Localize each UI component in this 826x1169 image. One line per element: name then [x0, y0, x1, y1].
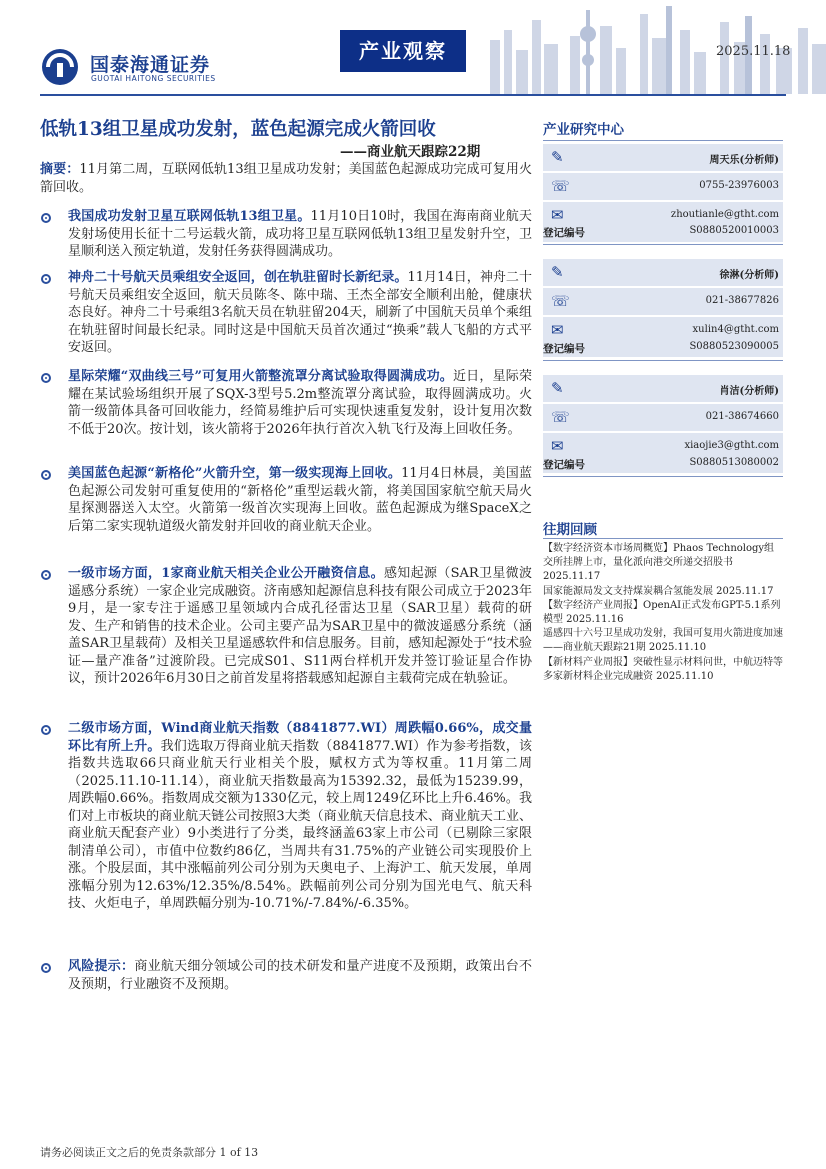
section-body: 近日，星际荣耀在某试验场组织开展了SQX-3型号5.2m整流罩分离试验，取得圆满成功。火箭一级箭体具备可回收能力，经简易维护后可实现快速重复发射，设计复用次数不低于20次。按计划，该火箭将于2026年执行首次入轨飞行及海上回收任务。 — [68, 369, 532, 437]
section-6 — [68, 720, 532, 913]
section-body: 感知起源（SAR卫星微波遥感分系统）一家企业完成融资。济南感知起源信息科技有限公司成立于2023年9月，是一家专注于遥感卫星领域内合成孔径雷达卫星（SAR卫星）载荷的研发、生产和销售的技术企业。公司主要产品为SAR卫星中的微波遥感分系统（涵盖SAR卫星载荷）及相关卫星遥感软件和信息服务。目前，感知起源处于“技术验证—量产准备”过渡阶段。已完成S01、S11两台样机开发并签订验证星合作协议，预计2026年6月30日之前首发星将搭载感知起源自主载荷完成在轨验证。 — [68, 566, 532, 686]
bullet-icon — [41, 963, 51, 973]
section-body: 11月14日，神舟二十号航天员乘组安全返回，航天员陈冬、陈中瑞、王杰全部安全顺利出舱，健康状态良好。神舟二十号乘组3名航天员在轨驻留204天，刷新了中国航天员单个乘组在轨驻留时间最长纪录。同时这是中国航天员首次通过“换乘”载人飞船的方式平安返回。 — [68, 270, 532, 355]
analyst-reg: S0880513080002 — [689, 457, 779, 468]
section-heading: 美国蓝色起源“新格伦”火箭升空，第一级实现海上回收。 — [68, 466, 402, 481]
analyst-email[interactable]: xiaojie3@gtht.com — [684, 440, 779, 451]
company-logo-icon — [40, 47, 80, 87]
review-item[interactable]: 国家能源局发文支持煤炭耦合氢能发展 2025.11.17 — [543, 585, 774, 597]
analyst-reg: S0880523090005 — [689, 341, 779, 352]
sidebar-divider — [543, 140, 783, 141]
section-3 — [68, 368, 532, 438]
analyst-name: 周天乐(分析师) — [709, 155, 779, 166]
header-divider — [40, 94, 786, 96]
review-item[interactable]: 【数字经济产业周报】OpenAI正式发布GPT-5.1系列模型 2025.11.16 — [543, 599, 781, 626]
section-body: 11月10日10时，我国在海南商业航天发射场使用长征十二号运载火箭，成功将卫星互联网低轨13组卫星发射升空，卫星顺利送入预定轨道，发射任务获得圆满成功。 — [68, 209, 532, 259]
pen-icon: ✎ — [551, 263, 564, 281]
pen-icon: ✎ — [551, 148, 564, 166]
analyst-reg-row — [543, 218, 783, 246]
section-5 — [68, 565, 532, 688]
summary — [40, 161, 532, 196]
section-heading: 我国成功发射卫星互联网低轨13组卫星。 — [68, 209, 311, 224]
analyst-name: 徐淋(分析师) — [719, 270, 779, 281]
summary-label: 摘要： — [40, 162, 80, 177]
analyst-email[interactable]: xulin4@gtht.com — [692, 324, 779, 335]
section-heading: 星际荣耀“双曲线三号”可复用火箭整流罩分离试验取得圆满成功。 — [68, 369, 453, 384]
analyst-reg-row — [543, 334, 783, 362]
reg-label: 登记编号 — [543, 343, 585, 355]
reg-label: 登记编号 — [543, 459, 585, 471]
sidebar-divider — [543, 244, 783, 245]
page-footer: 请务必阅读正文之后的免责条款部分 1 of 13 — [40, 1146, 259, 1159]
review-item[interactable]: 遥感四十六号卫星成功发射，我国可复用火箭进度加速——商业航天跟踪21期 2025.11.10 — [543, 628, 783, 654]
sidebar-divider — [543, 360, 783, 361]
analyst-phone: 0755-23976003 — [699, 180, 779, 191]
section-heading: 风险提示： — [68, 959, 135, 974]
report-title: 低轨13组卫星成功发射，蓝色起源完成火箭回收 — [40, 119, 436, 140]
report-subtitle: ——商业航天跟踪22期 — [340, 144, 481, 160]
bullet-icon — [41, 274, 51, 284]
phone-icon: ☏ — [551, 408, 570, 426]
bullet-icon — [41, 470, 51, 480]
sidebar-heading: 产业研究中心 — [543, 122, 624, 138]
analyst-phone: 021-38677826 — [705, 295, 779, 306]
bullet-icon — [41, 725, 51, 735]
review-item[interactable]: 【数字经济资本市场周概览】Phaos Technology组交所挂牌上市，量化派向港交所递交招股书 2025.11.17 — [543, 543, 775, 583]
report-date: 2025.11.18 — [716, 44, 791, 59]
section-body: 我们选取万得商业航天指数（8841877.WI）作为参考指数，该指数共选取66只商业航天行业相关个股，赋权方式为等权重。11月第二周（2025.11.10-11.14），商业航天指数最高为15392.32，最低为15239.99，周跌幅0.66%。指数周成交额为1330亿元，较上周1249亿环比上升6.46%。我们对上市板块的商业航天链公司按照3大类（商业航天信息技术、商业航天工业、商业航天配套产业）9小类进行了分类，最终涵盖63家上市公司（已剔除三家限制清单公司），市值中位数约86亿，当周共有31.75%的产业链公司实现股价上涨。个股层面，其中涨幅前列公司分别为天奥电子、上海沪工、航天发展，单周涨幅分别为12.63%/12.35%/8.54%。跌幅前列公司分别为国光电气、航天科技、火炬电子，单周跌幅分别为-10.71%/-7.84%/-6.35%。 — [68, 738, 532, 911]
mail-icon: ✉ — [551, 321, 564, 339]
section-2 — [68, 269, 532, 357]
section-7 — [68, 958, 532, 993]
phone-icon: ☏ — [551, 292, 570, 310]
section-heading: 神舟二十号航天员乘组安全返回，创在轨驻留时长新纪录。 — [68, 270, 408, 285]
review-list — [543, 542, 783, 684]
logo-text-cn: 国泰海通证券 — [90, 54, 211, 76]
analyst-email[interactable]: zhoutianle@gtht.com — [670, 209, 779, 220]
review-heading: 往期回顾 — [543, 522, 597, 538]
analyst-phone: 021-38674660 — [705, 411, 779, 422]
logo-text-en: GUOTAI HAITONG SECURITIES — [91, 74, 216, 83]
section-heading: 二级市场方面，Wind商业航天指数（8841877.WI）周跌幅0.66%，成交量环比有所上升。 — [68, 721, 532, 754]
bullet-icon — [41, 373, 51, 383]
analyst-reg: S0880520010003 — [689, 225, 779, 236]
section-1 — [68, 208, 532, 261]
section-body: 商业航天细分领域公司的技术研发和量产进度不及预期，政策出台不及预期，行业融资不及预期。 — [68, 959, 532, 992]
reg-label: 登记编号 — [543, 227, 585, 239]
section-4 — [68, 465, 532, 535]
pen-icon: ✎ — [551, 379, 564, 397]
analyst-reg-row — [543, 450, 783, 478]
bullet-icon — [41, 570, 51, 580]
review-item[interactable]: 【新材料产业周报】突破性显示材料问世，中航迈特等多家新材料企业完成融资 2025.11.10 — [543, 656, 783, 682]
summary-text: 11月第二周，互联网低轨13组卫星成功发射；美国蓝色起源成功完成可复用火箭回收。 — [40, 162, 532, 195]
analyst-name: 肖洁(分析师) — [719, 386, 779, 397]
mail-icon: ✉ — [551, 437, 564, 455]
report-type-tag: 产业观察 — [340, 30, 466, 72]
section-heading: 一级市场方面，1家商业航天相关企业公开融资信息。 — [68, 566, 384, 581]
bullet-icon — [41, 213, 51, 223]
section-body: 11月4日林晨，美国蓝色起源公司发射可重复使用的“新格伦”重型运载火箭，将美国国家航空航天局火星探测器送入太空。火箭第一级首次实现海上回收。蓝色起源成为继SpaceX之后第二家实现轨道级火箭发射并回收的商业航天企业。 — [68, 466, 532, 534]
review-divider — [543, 538, 783, 539]
mail-icon: ✉ — [551, 206, 564, 224]
phone-icon: ☏ — [551, 177, 570, 195]
sidebar-divider — [543, 476, 783, 477]
